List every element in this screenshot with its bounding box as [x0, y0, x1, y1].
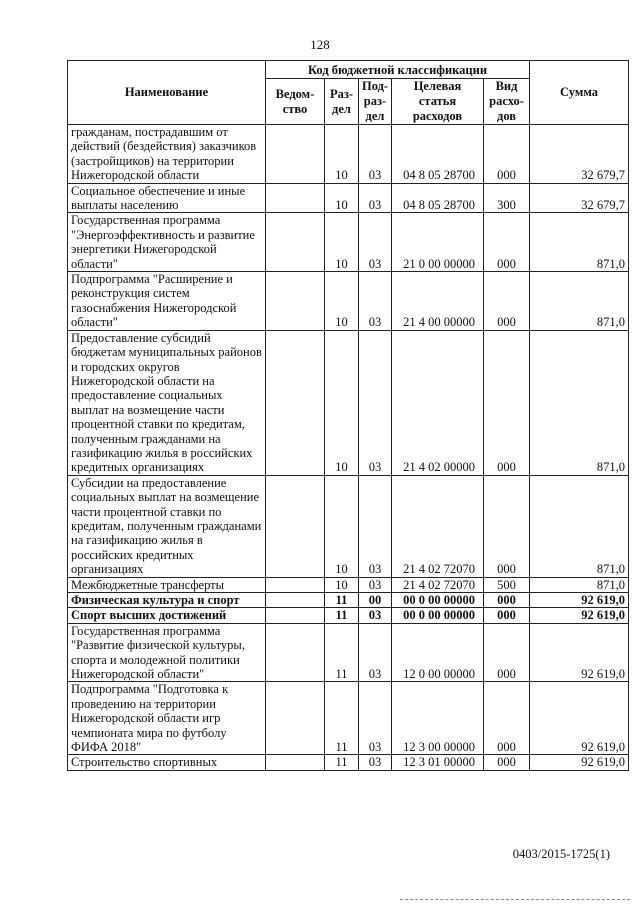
row-subsection-cell: 03	[359, 272, 392, 331]
row-sum-cell: 871,0	[530, 272, 629, 331]
table-row	[68, 577, 629, 592]
row-section-cell: 10	[325, 213, 359, 272]
row-dept-cell	[266, 593, 325, 608]
row-target-cell: 12 3 00 00000	[392, 682, 484, 755]
row-type-cell: 000	[484, 623, 530, 682]
row-target-cell: 21 0 00 00000	[392, 213, 484, 272]
table-row	[68, 608, 629, 623]
header-section: Раз-дел	[325, 79, 359, 125]
table-row	[68, 593, 629, 608]
row-type-cell: 000	[484, 593, 530, 608]
row-subsection-cell: 03	[359, 213, 392, 272]
table-row	[68, 183, 629, 213]
row-section-cell: 10	[325, 125, 359, 184]
row-name-cell: Предоставление субсидий бюджетам муниципальных районов и городских округов Нижегородской области на предоставление социальных выплат на возмещение части процентной ставки по кредитам, полученным гражданами на газификацию жилья в российских кредитных организациях	[68, 330, 266, 475]
row-dept-cell	[266, 475, 325, 577]
row-sum-cell: 92 619,0	[530, 682, 629, 755]
row-type-cell: 000	[484, 125, 530, 184]
row-target-cell: 00 0 00 00000	[392, 593, 484, 608]
row-target-cell: 12 0 00 00000	[392, 623, 484, 682]
table-body	[68, 125, 629, 771]
row-sum-cell: 871,0	[530, 330, 629, 475]
row-target-cell: 21 4 02 72070	[392, 475, 484, 577]
row-sum-cell: 32 679,7	[530, 183, 629, 213]
row-subsection-cell: 03	[359, 125, 392, 184]
row-name-cell: Субсидии на предоставление социальных выплат на возмещение части процентной ставки по кредитам, полученным гражданами на газификацию жилья в российских кредитных организациях	[68, 475, 266, 577]
row-subsection-cell: 03	[359, 682, 392, 755]
row-subsection-cell: 00	[359, 593, 392, 608]
row-subsection-cell: 03	[359, 755, 392, 770]
row-sum-cell: 92 619,0	[530, 755, 629, 770]
row-name-cell: Государственная программа "Энергоэффективность и развитие энергетики Нижегородской области"	[68, 213, 266, 272]
row-target-cell: 21 4 02 72070	[392, 577, 484, 592]
table-row	[68, 475, 629, 577]
row-name-cell: Подпрограмма "Расширение и реконструкция систем газоснабжения Нижегородской области"	[68, 272, 266, 331]
row-section-cell: 10	[325, 183, 359, 213]
row-type-cell: 500	[484, 577, 530, 592]
row-subsection-cell: 03	[359, 183, 392, 213]
row-dept-cell	[266, 577, 325, 592]
table-row	[68, 682, 629, 755]
table-row	[68, 213, 629, 272]
row-name-cell: Социальное обеспечение и иные выплаты населению	[68, 183, 266, 213]
row-sum-cell: 92 619,0	[530, 608, 629, 623]
row-section-cell: 11	[325, 593, 359, 608]
row-dept-cell	[266, 213, 325, 272]
row-dept-cell	[266, 272, 325, 331]
row-subsection-cell: 03	[359, 577, 392, 592]
table-row	[68, 330, 629, 475]
table-row	[68, 125, 629, 184]
row-type-cell: 000	[484, 475, 530, 577]
row-section-cell: 11	[325, 608, 359, 623]
row-subsection-cell: 03	[359, 608, 392, 623]
header-target: Целевая статья расходов	[392, 79, 484, 125]
bottom-dashed-line	[400, 899, 630, 900]
row-dept-cell	[266, 623, 325, 682]
row-type-cell: 000	[484, 682, 530, 755]
table-row	[68, 623, 629, 682]
budget-table	[67, 60, 629, 771]
row-subsection-cell: 03	[359, 475, 392, 577]
header-dept: Ведом-ство	[266, 79, 325, 125]
header-classification-group: Код бюджетной классификации	[266, 61, 530, 79]
row-section-cell: 11	[325, 682, 359, 755]
table-row	[68, 755, 629, 770]
row-section-cell: 10	[325, 577, 359, 592]
row-name-cell: Межбюджетные трансферты	[68, 577, 266, 592]
row-sum-cell: 871,0	[530, 577, 629, 592]
row-type-cell: 000	[484, 755, 530, 770]
table-row	[68, 272, 629, 331]
row-target-cell: 04 8 05 28700	[392, 183, 484, 213]
row-target-cell: 21 4 02 00000	[392, 330, 484, 475]
row-name-cell: Строительство спортивных	[68, 755, 266, 770]
row-dept-cell	[266, 608, 325, 623]
header-subsection: Под-раз-дел	[359, 79, 392, 125]
row-name-cell: Спорт высших достижений	[68, 608, 266, 623]
row-target-cell: 21 4 00 00000	[392, 272, 484, 331]
row-section-cell: 10	[325, 330, 359, 475]
row-dept-cell	[266, 755, 325, 770]
row-sum-cell: 92 619,0	[530, 623, 629, 682]
header-name: Наименование	[68, 61, 266, 125]
row-sum-cell: 871,0	[530, 475, 629, 577]
row-section-cell: 11	[325, 623, 359, 682]
header-sum: Сумма	[530, 61, 629, 125]
row-type-cell: 000	[484, 272, 530, 331]
row-dept-cell	[266, 125, 325, 184]
row-name-cell: Государственная программа "Развитие физической культуры, спорта и молодежной политики Нижегородской области"	[68, 623, 266, 682]
row-subsection-cell: 03	[359, 623, 392, 682]
row-dept-cell	[266, 682, 325, 755]
row-target-cell: 00 0 00 00000	[392, 608, 484, 623]
row-sum-cell: 32 679,7	[530, 125, 629, 184]
row-section-cell: 10	[325, 475, 359, 577]
row-name-cell: Подпрограмма "Подготовка к проведению на территории Нижегородской области игр чемпионата мира по футболу ФИФА 2018"	[68, 682, 266, 755]
page-number: 128	[310, 37, 330, 52]
document-code: 0403/2015-1725(1)	[512, 847, 610, 861]
row-name-cell: Физическая культура и спорт	[68, 593, 266, 608]
row-type-cell: 000	[484, 608, 530, 623]
header-type: Вид расхо-дов	[484, 79, 530, 125]
row-type-cell: 000	[484, 213, 530, 272]
row-target-cell: 12 3 01 00000	[392, 755, 484, 770]
row-name-cell: гражданам, пострадавшим от действий (бездействия) заказчиков (застройщиков) на территории Нижегородской области	[68, 125, 266, 184]
row-type-cell: 000	[484, 330, 530, 475]
row-subsection-cell: 03	[359, 330, 392, 475]
row-section-cell: 10	[325, 272, 359, 331]
row-sum-cell: 871,0	[530, 213, 629, 272]
row-section-cell: 11	[325, 755, 359, 770]
row-target-cell: 04 8 05 28700	[392, 125, 484, 184]
row-dept-cell	[266, 330, 325, 475]
row-dept-cell	[266, 183, 325, 213]
row-type-cell: 300	[484, 183, 530, 213]
row-sum-cell: 92 619,0	[530, 593, 629, 608]
